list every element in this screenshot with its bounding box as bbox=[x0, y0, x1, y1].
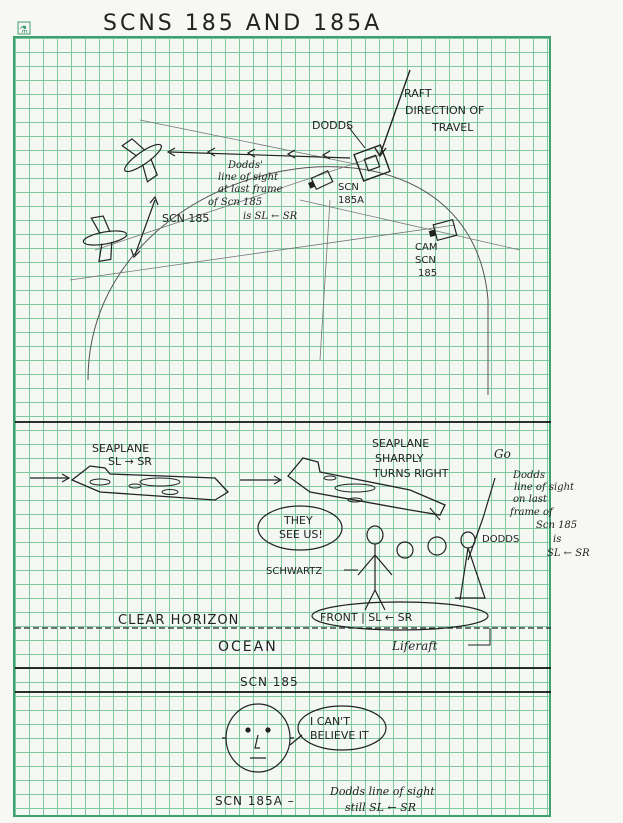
scn185-footer: SCN 185 bbox=[240, 675, 299, 689]
dodds-sight2-line2: line of sight bbox=[514, 482, 575, 493]
camera-185-icon bbox=[427, 220, 456, 242]
seaplane-left-icon bbox=[72, 466, 228, 500]
dodds-sight-line1: Dodds' bbox=[228, 160, 263, 171]
dodds-label-2: DODDS bbox=[482, 534, 520, 545]
cam185-line1: CAM bbox=[415, 242, 438, 253]
dodds-sight2-line6: is bbox=[553, 534, 562, 545]
dodds-sight-line4: of Scn 185 bbox=[208, 197, 263, 208]
raft-direction-line2: DIRECTION OF bbox=[405, 104, 485, 117]
plane-top-icon bbox=[112, 127, 173, 188]
dodds-sight2-line5: Scn 185 bbox=[536, 520, 578, 531]
they-see-us-line1: THEY bbox=[284, 514, 313, 527]
scn185-arrow bbox=[135, 200, 155, 255]
dodds-sight-line3: at last frame bbox=[218, 184, 283, 195]
schwartz-figure bbox=[358, 526, 392, 610]
speech-bubble bbox=[298, 706, 386, 750]
seaplane-right-line3: TURNS RIGHT bbox=[373, 467, 449, 480]
ocean-label: OCEAN bbox=[218, 639, 278, 655]
they-see-us-line2: SEE US! bbox=[279, 528, 323, 541]
arc-path bbox=[88, 167, 488, 395]
plane-bottom-icon bbox=[80, 213, 131, 264]
seaplane-left-line2: SL → SR bbox=[108, 455, 152, 468]
dashed-arrow-row bbox=[168, 148, 350, 159]
dodds-sight2-line1: Dodds bbox=[513, 470, 545, 481]
dodds-sight-line2: line of sight bbox=[218, 172, 279, 183]
cam185-line3: 185 bbox=[418, 268, 438, 279]
schwartz-label: SCHWARTZ bbox=[266, 566, 323, 577]
dodds-sight2-line7: SL ← SR bbox=[547, 548, 590, 559]
dodds-sight2-line3: on last bbox=[513, 494, 547, 505]
speech-tail bbox=[290, 735, 302, 745]
liferaft-pointer bbox=[468, 628, 490, 645]
raft-direction-line1: RAFT bbox=[404, 87, 432, 100]
raft-front-label: FRONT | SL ← SR bbox=[320, 611, 413, 624]
scn185a-footer: SCN 185A – bbox=[215, 794, 295, 808]
page-title: SCNS 185 AND 185A bbox=[103, 11, 383, 36]
scn185-arrowheads bbox=[131, 197, 158, 257]
cam-185a-line2: 185A bbox=[338, 195, 364, 206]
speech-line1: I CAN'T bbox=[310, 715, 350, 728]
go-label: Go bbox=[494, 447, 511, 461]
seaplane-right-line2: SHARPLY bbox=[375, 452, 424, 465]
corner-mark: ⚗ bbox=[19, 25, 28, 36]
scn185-label: SCN 185 bbox=[162, 212, 210, 225]
sight-line-3 bbox=[320, 200, 330, 360]
person-head-2 bbox=[428, 537, 446, 555]
raft-direction-line3: TRAVEL bbox=[432, 121, 474, 134]
person-head-1 bbox=[397, 542, 413, 558]
dodds-sight-line5: is SL ← SR bbox=[243, 211, 298, 222]
cam-185a-line1: SCN bbox=[338, 182, 359, 193]
dodds-pointer bbox=[347, 125, 365, 148]
liferaft-label: Liferaft bbox=[392, 639, 438, 653]
seaplane-right-line1: SEAPLANE bbox=[372, 437, 430, 450]
dodds-label: DODDS bbox=[312, 119, 354, 132]
face-icon bbox=[222, 704, 294, 772]
cam185-line2: SCN bbox=[415, 255, 436, 266]
dodds-final-line2: still SL ← SR bbox=[345, 801, 416, 814]
dodds-final-line1: Dodds line of sight bbox=[330, 785, 435, 798]
seaplane-left-line1: SEAPLANE bbox=[92, 442, 150, 455]
speech-line2: BELIEVE IT bbox=[310, 729, 369, 742]
dodds-sight2-line4: frame of bbox=[510, 507, 553, 518]
camera-185a-icon bbox=[307, 171, 333, 192]
clear-horizon-label: CLEAR HORIZON bbox=[118, 613, 240, 628]
sight-line-1 bbox=[70, 225, 455, 280]
